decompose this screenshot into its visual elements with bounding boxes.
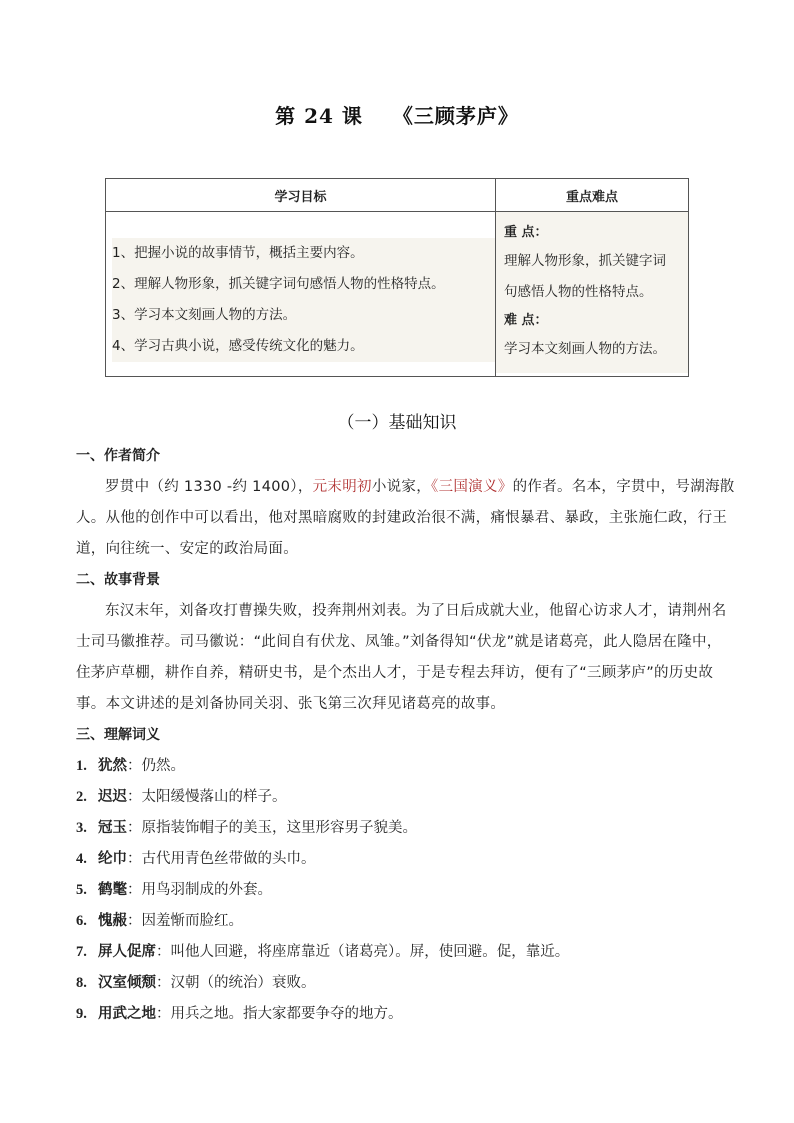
- objective-item: 1、把握小说的故事情节，概括主要内容。: [112, 238, 495, 269]
- vocab-item: [76, 906, 736, 937]
- vocab-number: 2.: [76, 789, 87, 805]
- difficulty-text: 学习本文刻画人物的方法。: [504, 341, 666, 357]
- background-heading: 二、故事背景: [76, 572, 160, 588]
- vocab-definition: ：叫他人回避，将座席靠近（诸葛亮）。屏，使回避。促，靠近。: [156, 944, 570, 960]
- vocab-number: 9.: [76, 1006, 87, 1022]
- vocab-list: [76, 751, 736, 1030]
- objectives-table: [105, 178, 689, 377]
- vocab-definition: ：仍然。: [127, 758, 185, 774]
- vocab-item: [76, 968, 736, 999]
- content-body: [76, 441, 736, 1030]
- lesson-number: 第 24 课: [275, 104, 363, 128]
- objective-item: 4、学习古典小说，感受传统文化的魅力。: [112, 331, 495, 362]
- vocab-definition: ：用鸟羽制成的外套。: [127, 882, 272, 898]
- objectives-list: [112, 238, 495, 362]
- keypoints-cell: [496, 212, 689, 377]
- objective-item: 3、学习本文刻画人物的方法。: [112, 300, 495, 331]
- key-label: 重 点：: [504, 225, 548, 240]
- author-heading: 一、作者简介: [76, 448, 160, 464]
- vocab-term: 纶巾: [98, 851, 127, 867]
- author-era: 元末明初: [312, 479, 372, 495]
- keypoints-header: 重点难点: [496, 179, 689, 212]
- author-bio: 的作者。名本，字贯中，号湖海散人。从他的创作中可以看出，他对黑暗腐败的封建政治很不满，痛恨暴君、暴政，主张施仁政，行王道，向往统一、安定的政治局面。: [76, 479, 735, 557]
- vocab-item: [76, 937, 736, 968]
- difficulty-label: 难 点：: [504, 313, 548, 328]
- vocab-number: 5.: [76, 882, 87, 898]
- vocab-number: 4.: [76, 851, 87, 867]
- vocab-item: [76, 782, 736, 813]
- author-paragraph: [76, 472, 736, 565]
- vocab-definition: ：汉朝（的统治）衰败。: [156, 975, 316, 991]
- author-role: 小说家，: [371, 479, 432, 495]
- objective-item: 2、理解人物形象，抓关键字词句感悟人物的性格特点。: [112, 269, 495, 300]
- vocab-definition: ：原指装饰帽子的美玉，这里形容男子貌美。: [127, 820, 417, 836]
- vocab-heading: 三、理解词义: [76, 727, 160, 743]
- section-title: （一）基础知识: [337, 413, 457, 433]
- objectives-header: 学习目标: [106, 179, 496, 212]
- vocab-term: 鹤氅: [98, 882, 127, 898]
- vocab-item: [76, 813, 736, 844]
- vocab-term: 冠玉: [98, 820, 127, 836]
- vocab-item: [76, 875, 736, 906]
- vocab-definition: ：用兵之地。指大家都要争夺的地方。: [156, 1006, 403, 1022]
- vocab-definition: ：因羞惭而脸红。: [127, 913, 243, 929]
- background-paragraph: 东汉末年，刘备攻打曹操失败，投奔荆州刘表。为了日后成就大业，他留心访求人才，请荆州名士司马徽推荐。司马徽说：“此间自有伏龙、凤雏。”刘备得知“伏龙”就是诸葛亮，此人隐居在隆中，住茅庐草棚，耕作自养，精研史书，是个杰出人才，于是专程去拜访，便有了“三顾茅庐”的历史故事。本文讲述的是刘备协同关羽、张飞第三次拜见诸葛亮的故事。: [76, 603, 727, 712]
- vocab-term: 愧赧: [98, 913, 127, 929]
- lesson-title: [0, 100, 794, 129]
- vocab-number: 1.: [76, 758, 87, 774]
- vocab-number: 3.: [76, 820, 87, 836]
- vocab-number: 6.: [76, 913, 87, 929]
- author-dates: （约 1330 -约 1400），: [149, 479, 313, 495]
- vocab-item: [76, 999, 736, 1030]
- author-name: 罗贯中: [105, 479, 150, 495]
- vocab-term: 屏人促席: [98, 944, 156, 960]
- vocab-term: 汉室倾颓: [98, 975, 156, 991]
- vocab-definition: ：太阳缓慢落山的样子。: [127, 789, 287, 805]
- vocab-item: [76, 751, 736, 782]
- vocab-number: 8.: [76, 975, 87, 991]
- vocab-term: 用武之地: [98, 1006, 156, 1022]
- author-work: 《三国演义》: [431, 479, 513, 495]
- vocab-item: [76, 844, 736, 875]
- lesson-name: 《三顾茅庐》: [392, 104, 519, 128]
- vocab-term: 迟迟: [98, 789, 127, 805]
- vocab-term: 犹然: [98, 758, 127, 774]
- objectives-cell: [106, 212, 496, 377]
- key-text: 句感悟人物的性格特点。: [504, 284, 653, 300]
- key-text: 理解人物形象，抓关键字词: [504, 253, 666, 269]
- vocab-definition: ：古代用青色丝带做的头巾。: [127, 851, 316, 867]
- vocab-number: 7.: [76, 944, 87, 960]
